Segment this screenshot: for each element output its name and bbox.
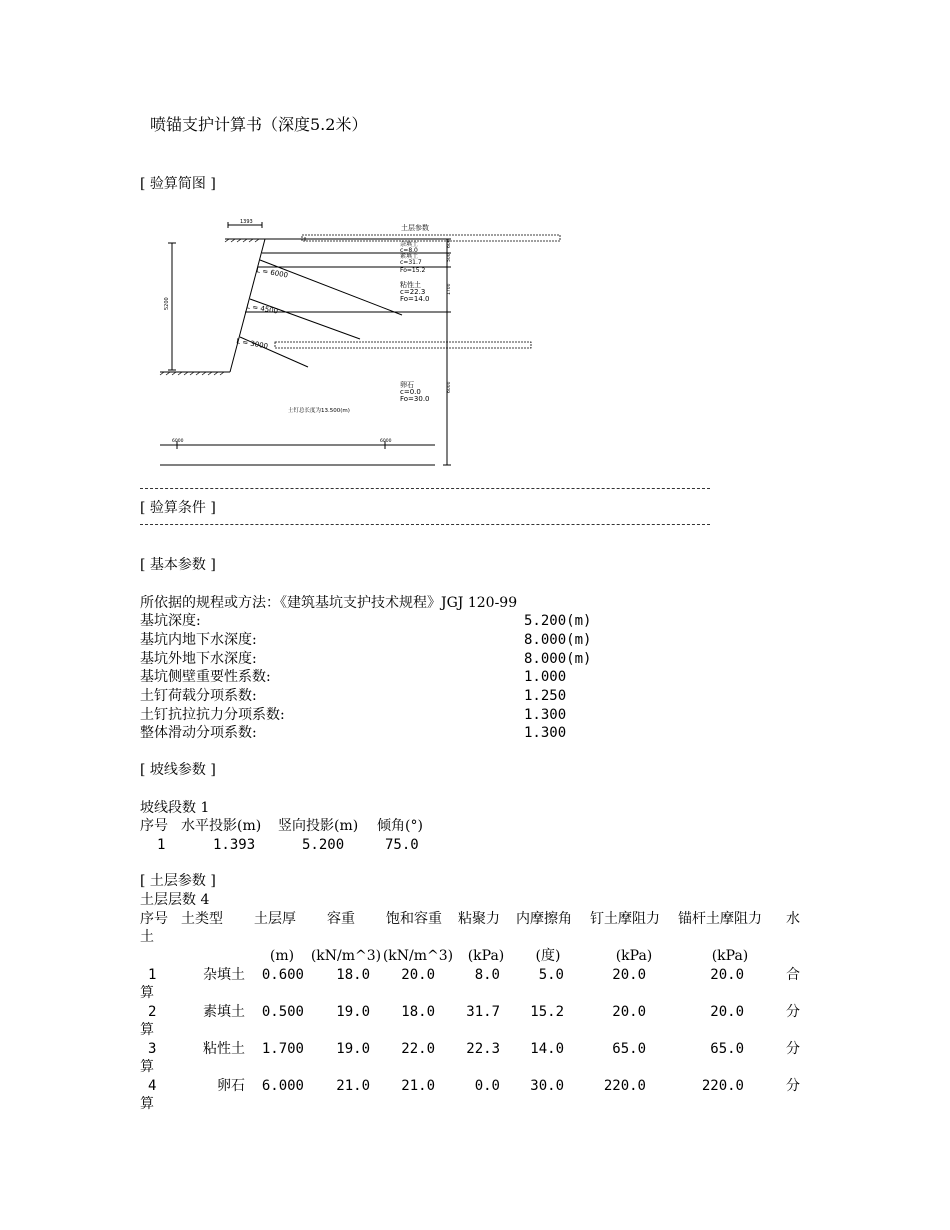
divider [140,488,710,489]
soil-cell: 分 [786,1041,800,1057]
soil-cell: 3 [148,1041,157,1057]
layer1-name: 杂填土 [400,241,419,248]
soil-cell: 粘性土 [203,1041,245,1057]
param-value: 1.000 [524,669,567,685]
soil-cell: 杂填土 [203,967,245,983]
right-dim-2: 500 [447,253,452,262]
soil-cell: 22.0 [401,1041,435,1057]
legend-title: 土层参数 [401,224,429,232]
soil-cell: 220.0 [701,1078,744,1094]
soil-header: 土层厚 [254,911,296,927]
section-heading-soil: [ 土层参数 ] [140,873,216,889]
param-value: 1.300 [524,725,567,741]
soil-cell: 分 [786,1078,800,1094]
soil-cell: 20.0 [710,1004,744,1020]
soil-header: 土类型 [181,911,223,927]
slope-cell: 1 [157,837,166,853]
soil-header: 钉土摩阻力 [590,911,660,927]
section-heading-slope: [ 坡线参数 ] [140,762,216,778]
soil-cell: 19.0 [336,1004,370,1020]
soil-cell: 18.0 [401,1004,435,1020]
param-value: 8.000(m) [524,632,592,648]
soil-cell: 65.0 [612,1041,646,1057]
soil-count: 土层层数 4 [140,892,210,908]
layer3-name: 粘性土 [400,281,421,289]
layer2-c: c=31.7 [400,259,422,266]
soil-cell: 15.2 [530,1004,564,1020]
param-value: 1.300 [524,707,567,723]
layer2-phi: Fo=15.2 [400,267,426,274]
right-dim-1: 600 [447,239,452,248]
soil-header: 序号 [140,911,168,927]
nail-3-label: L = 3000 [235,337,269,351]
section-heading-basic: [ 基本参数 ] [140,557,216,573]
param-value: 8.000(m) [524,651,592,667]
soil-cell: 素填土 [203,1004,245,1020]
param-label: 基坑侧壁重要性系数: [140,669,271,685]
param-label: 土钉抗拉抗力分项系数: [140,707,285,723]
soil-header: 容重 [327,911,355,927]
soil-cell: 31.7 [466,1004,500,1020]
soil-header: 内摩擦角 [516,911,572,927]
soil-cell: 算 [140,1059,154,1075]
page-title: 喷锚支护计算书（深度5.2米） [150,115,368,134]
soil-unit: (kPa) [711,948,749,964]
soil-cell: 21.0 [401,1078,435,1094]
soil-cell: 19.0 [336,1041,370,1057]
soil-unit: (kPa) [467,948,505,964]
soil-cell: 合 [786,967,800,983]
slope-cell: 1.393 [213,837,256,853]
depth-note: 土钉总长度为13.500(m) [288,408,350,414]
soil-cell: 20.0 [401,967,435,983]
soil-cell: 30.0 [530,1078,564,1094]
soil-cell: 0.0 [474,1078,500,1094]
soil-cell: 算 [140,985,154,1001]
soil-cell: 算 [140,1096,154,1112]
soil-cell: 算 [140,1022,154,1038]
right-dim-4: 6000 [447,381,452,393]
soil-cell: 0.500 [261,1004,304,1020]
layer3-c: c=22.3 [400,288,426,296]
divider [140,524,710,525]
soil-header: 粘聚力 [458,911,500,927]
soil-cell: 20.0 [612,967,646,983]
soil-unit: (kN/m^3) [382,948,454,964]
slope-header: 序号 [140,818,168,834]
param-label: 基坑内地下水深度: [140,632,257,648]
top-dim-label: 1393 [240,219,253,225]
soil-cell: 卵石 [217,1078,245,1094]
soil-unit: (kN/m^3) [310,948,382,964]
soil-cell: 1 [148,967,157,983]
soil-header: 饱和容重 [386,911,442,927]
soil-cell: 2 [148,1004,157,1020]
soil-cell: 21.0 [336,1078,370,1094]
right-dim-3: 1700 [447,283,452,295]
nail-2-label: L = 4500 [245,302,279,316]
bottom-dim-left: 6000 [172,439,184,444]
soil-cell: 分 [786,1004,800,1020]
section-heading-conditions: [ 验算条件 ] [140,500,216,516]
bottom-dim-mid: 6000 [380,439,392,444]
soil-cell: 18.0 [336,967,370,983]
soil-cell: 0.600 [261,967,304,983]
param-value: 1.250 [524,688,567,704]
param-label: 整体滑动分项系数: [140,725,257,741]
left-dim-label: 5200 [164,297,170,310]
param-label: 基坑深度: [140,613,201,629]
layer4-name: 卵石 [400,381,414,389]
param-label: 基坑外地下水深度: [140,651,257,667]
soil-cell: 8.0 [474,967,500,983]
slope-header: 水平投影(m) [181,818,262,834]
param-label: 所依据的规程或方法：《建筑基坑支护技术规程》JGJ 120-99 [140,595,518,611]
retaining-wall-diagram [150,215,570,475]
slope-count: 坡线段数 1 [140,800,210,816]
soil-header: 锚杆土摩阻力 [678,911,762,927]
nail-1-label: L = 6000 [255,266,289,280]
soil-cell: 65.0 [710,1041,744,1057]
layer4-c: c=0.0 [400,388,421,396]
soil-unit: (度) [535,948,561,964]
soil-header: 水 [786,911,800,927]
slope-cell: 75.0 [385,837,419,853]
soil-cell: 220.0 [603,1078,646,1094]
soil-cell: 20.0 [710,967,744,983]
soil-cell: 20.0 [612,1004,646,1020]
slope-header: 倾角(°) [377,818,423,834]
soil-cell: 5.0 [538,967,564,983]
slope-header: 竖向投影(m) [278,818,359,834]
param-label: 土钉荷载分项系数: [140,688,257,704]
soil-cell: 6.000 [261,1078,304,1094]
soil-unit: (m) [269,948,295,964]
soil-cell: 4 [148,1078,157,1094]
slope-cell: 5.200 [302,837,345,853]
soil-header: 土 [140,929,154,945]
layer3-phi: Fo=14.0 [400,295,430,303]
soil-unit: (kPa) [615,948,653,964]
soil-cell: 14.0 [530,1041,564,1057]
layer1-c: c=8.0 [400,247,418,254]
section-heading-diagram: [ 验算简图 ] [140,176,216,192]
layer4-phi: Fo=30.0 [400,395,430,403]
layer2-name: 素填土 [400,253,419,260]
soil-cell: 1.700 [261,1041,304,1057]
soil-cell: 22.3 [466,1041,500,1057]
param-value: 5.200(m) [524,613,592,629]
